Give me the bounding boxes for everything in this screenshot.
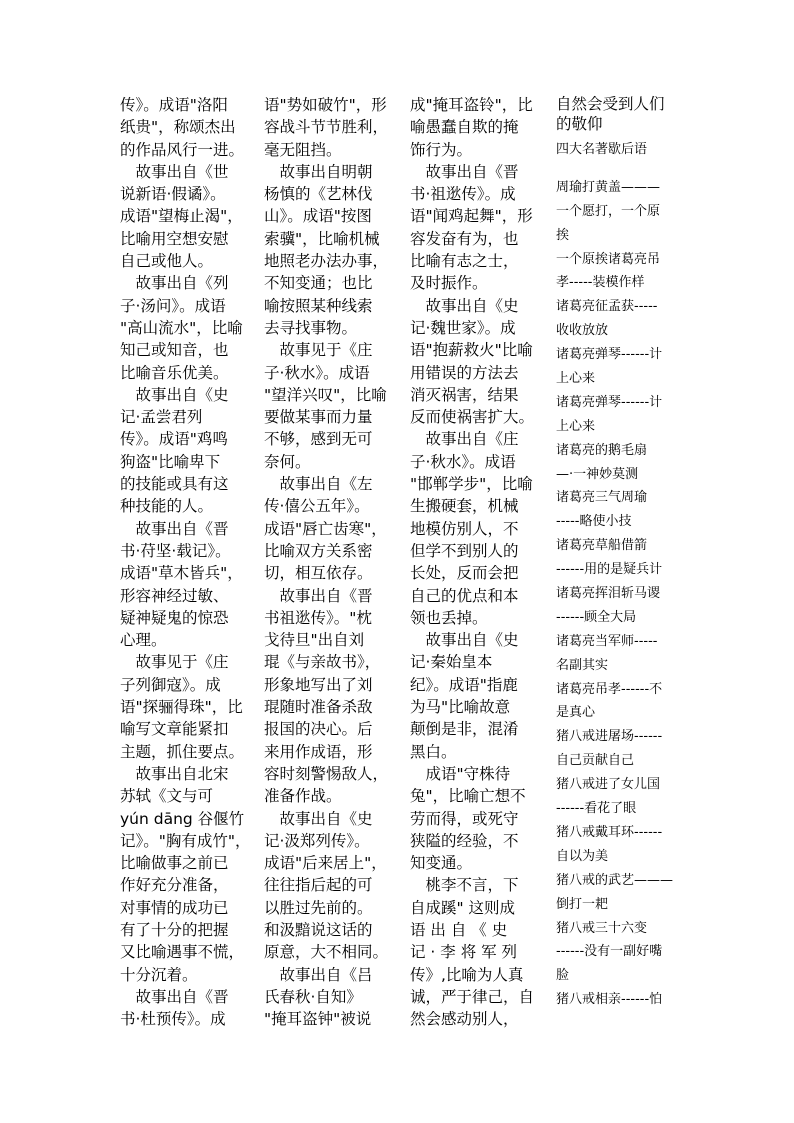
text-line: 山》。成语"按图	[264, 207, 372, 226]
text-line: 比喻音乐优美。	[120, 363, 229, 382]
text-line: 和汲黯说这话的	[264, 920, 373, 939]
xiehouyu-line: ------顾全大局	[556, 609, 637, 625]
text-line: 有了十分的把握	[120, 920, 229, 939]
text-line: "高山流水"，比喻	[120, 318, 243, 337]
text-line: 容时刻警惕敌人，	[264, 764, 389, 783]
xiehouyu-line: ------用的是疑兵计	[556, 562, 663, 578]
xiehouyu-line: 一个原挨诸葛亮吊	[556, 251, 661, 267]
text-line: 狗盗"比喻卑下	[120, 452, 221, 471]
text-line: 故事见于《庄	[120, 653, 229, 672]
spacer	[556, 162, 674, 176]
xiehouyu-line: 上心来	[556, 418, 596, 434]
xiehouyu-line: —·一神妙莫测	[556, 466, 639, 482]
text-line: 琨《与亲故书》，	[264, 653, 381, 672]
text-line: 不知变通；也比	[264, 274, 373, 293]
intro-line: 的敬仰	[556, 115, 603, 133]
xiehouyu-line: 诸葛亮吊孝------不	[556, 681, 663, 697]
text-line: 用错误的方法去	[410, 363, 519, 382]
text-line: 要做某事而力量	[264, 408, 373, 427]
text-line: "邯郸学步"，比喻	[410, 475, 533, 494]
text-line: 氏春秋·自知》	[264, 987, 362, 1006]
xiehouyu-line: 猪八戒戴耳环------	[556, 824, 663, 840]
text-line: 地模仿别人，不	[410, 519, 519, 538]
text-line: 为马"比喻故意	[410, 698, 511, 717]
text-line: 传》。成语"鸡鸣	[120, 430, 228, 449]
text-line: 书祖逖传》。"枕	[264, 608, 372, 627]
xiehouyu-line: 诸葛亮挥泪斩马谡	[556, 586, 661, 602]
text-line: 成语"望梅止渴"，	[120, 207, 243, 226]
text-line: 心理。	[120, 631, 167, 650]
text-line: 比喻有志之士，	[410, 252, 519, 271]
xiehouyu-line: 诸葛亮的鹅毛扇	[556, 442, 648, 458]
section-title: 四大名著歇后语	[556, 142, 648, 157]
text-line: 自己的优点和本	[410, 586, 519, 605]
text-line: 子列御寇》。成	[120, 675, 221, 694]
xiehouyu-line: ------看花了眼	[556, 801, 637, 817]
text-line: 故事出自《晋	[264, 586, 373, 605]
xiehouyu-line: 上心来	[556, 371, 596, 387]
text-line: 长处，反而会把	[410, 564, 519, 583]
text-line: 故事出自《庄	[410, 430, 519, 449]
text-line: 书·苻坚·载记》。	[120, 541, 231, 560]
text-line: 喻写文章能紧扣	[120, 720, 229, 739]
text-line: 自成蹊" 这则成	[410, 898, 516, 917]
text-line: 知变通。	[410, 854, 473, 873]
text-line: 故事出自《列	[120, 274, 229, 293]
text-line: 报国的决心。后	[264, 720, 373, 739]
text-column-1	[120, 94, 251, 1030]
text-line: 记·魏世家》。成	[410, 318, 516, 337]
xiehouyu-line: 猪八戒相亲------怕	[556, 992, 663, 1008]
text-line: 喻愚蠢自欺的掩	[410, 118, 519, 137]
xiehouyu-list	[556, 176, 674, 1012]
xiehouyu-line: 猪八戒进了女儿国	[556, 777, 661, 793]
text-line: 成语"守株待	[410, 764, 511, 783]
xiehouyu-line: 自以为美	[556, 848, 609, 864]
text-line: 语"闻鸡起舞"，形	[410, 207, 533, 226]
text-line: 书·祖逖传》。成	[410, 185, 516, 204]
text-line: 颠倒是非，混淆	[410, 720, 519, 739]
text-line: 故事出自《吕	[264, 965, 373, 984]
text-line: 黑白。	[410, 742, 457, 761]
text-line: 桃李不言，下	[410, 876, 519, 895]
text-line: 纪》。成语"指鹿	[410, 675, 518, 694]
text-line: 准备作战。	[264, 787, 342, 806]
text-line: 又比喻遇事不慌，	[120, 943, 245, 962]
text-line: 种技能的人。	[120, 497, 214, 516]
text-line: 的作品风行一进。	[120, 140, 245, 159]
text-line: 不够，感到无可	[264, 430, 373, 449]
text-line: 毫无阻挡。	[264, 140, 342, 159]
text-line: 去寻找事物。	[264, 318, 358, 337]
xiehouyu-line: 诸葛亮弹琴------计	[556, 394, 663, 410]
text-line: 故事出自《史	[410, 631, 519, 650]
text-column-3	[410, 94, 535, 1030]
xiehouyu-line: 孝-----装模作样	[556, 275, 645, 291]
text-line: 语 出 自 《 史	[410, 920, 508, 939]
xiehouyu-line: 倒打一耙	[556, 896, 609, 912]
text-line: 传》。成语"洛阳	[120, 96, 228, 114]
text-line: 诚，严于律己，自	[410, 987, 535, 1006]
text-line: 反而使祸害扩大。	[410, 408, 535, 427]
text-line: 子·汤问》。成语	[120, 296, 226, 315]
text-line: 记·孟尝君列	[120, 408, 203, 427]
text-line: 戈待旦"出自刘	[264, 631, 365, 650]
text-line: "望洋兴叹"，比喻	[264, 385, 387, 404]
xiehouyu-line: 猪八戒的武艺———	[556, 872, 674, 888]
text-line: 纸贵"，称颂杰出	[120, 118, 236, 137]
text-line: 故事见于《庄	[264, 341, 373, 360]
xiehouyu-line: 诸葛亮三气周瑜	[556, 490, 648, 506]
text-column-2	[264, 94, 389, 1030]
text-line: 琨随时准备杀敌	[264, 698, 373, 717]
text-line: 形容神经过敏、	[120, 586, 229, 605]
text-line: 十分沉着。	[120, 965, 198, 984]
text-line: 语"探骊得珠"，比	[120, 698, 243, 717]
xiehouyu-line: 诸葛亮征孟获-----	[556, 299, 658, 315]
text-line: yún dāng 谷偃竹	[120, 809, 245, 828]
text-line: 成语"后来居上"，	[264, 854, 387, 873]
xiehouyu-line: 收收放放	[556, 323, 609, 339]
text-line: "掩耳盗钟"被说	[264, 1010, 372, 1029]
text-line: 苏轼《文与可	[120, 787, 214, 806]
text-line: 语"势如破竹"，形	[264, 96, 387, 114]
intro-line: 自然会受到人们	[556, 95, 665, 113]
text-line: 往往指后起的可	[264, 876, 373, 895]
text-line: 领也丢掉。	[410, 608, 488, 627]
text-line: 故事出自《晋	[410, 162, 519, 181]
text-line: 故事出自《史	[410, 296, 519, 315]
text-line: 作好充分准备，	[120, 876, 229, 895]
text-line: 比喻双方关系密	[264, 541, 373, 560]
xiehouyu-line: 诸葛亮草船借箭	[556, 538, 648, 554]
text-line: 杨慎的《艺林伐	[264, 185, 373, 204]
text-line: 狭隘的经验，不	[410, 831, 519, 850]
text-line: 然会感动别人，	[410, 1010, 519, 1029]
text-line: 故事出自《晋	[120, 519, 229, 538]
text-column-4	[556, 94, 674, 1012]
xiehouyu-line: 名副其实	[556, 657, 609, 673]
text-line: 传·僖公五年》。	[264, 497, 370, 516]
text-line: 主题，抓住要点。	[120, 742, 245, 761]
text-line: 生搬硬套，机械	[410, 497, 519, 516]
text-line: 奈何。	[264, 452, 311, 471]
text-line: 原意，大不相同。	[264, 943, 389, 962]
text-line: 来用作成语，形	[264, 742, 373, 761]
xiehouyu-line: 猪八戒进屠场------	[556, 729, 663, 745]
xiehouyu-line: 挨	[556, 227, 570, 243]
text-line: 比喻做事之前已	[120, 854, 229, 873]
text-line: 子·秋水》。成语	[264, 363, 370, 382]
text-line: 切，相互依存。	[264, 564, 373, 583]
text-line: 成"掩耳盗铃"，比	[410, 96, 533, 114]
text-line: 形象地写出了刘	[264, 675, 373, 694]
text-line: 书·杜预传》。成	[120, 1010, 226, 1029]
text-line: 的技能或具有这	[120, 475, 229, 494]
text-line: 容发奋有为，也	[410, 229, 519, 248]
text-line: 故事出自《世	[120, 162, 229, 181]
xiehouyu-line: 是真心	[556, 705, 596, 721]
xiehouyu-line: -----略使小技	[556, 514, 632, 530]
text-line: 故事出自北宋	[120, 764, 229, 783]
text-line: 传》,比喻为人真	[410, 965, 524, 984]
xiehouyu-line: 脸	[556, 968, 570, 984]
text-line: 饰行为。	[410, 140, 473, 159]
text-line: 劳而得，或死守	[410, 809, 519, 828]
text-line: 记·秦始皇本	[410, 653, 493, 672]
xiehouyu-line: 诸葛亮弹琴------计	[556, 347, 663, 363]
text-line: 记》。"胸有成竹"，	[120, 831, 251, 850]
text-line: 喻按照某种线索	[264, 296, 373, 315]
text-line: 语"抱薪救火"比喻	[410, 341, 533, 360]
text-line: 成语"唇亡齿寒"，	[264, 519, 387, 538]
text-line: 但学不到别人的	[410, 541, 519, 560]
text-line: 故事出自《左	[264, 475, 373, 494]
text-line: 兔"，比喻亡想不	[410, 787, 526, 806]
xiehouyu-line: 一个愿打，一个原	[556, 203, 661, 219]
text-line: 及时振作。	[410, 274, 488, 293]
text-line: 记·汲郑列传》。	[264, 831, 370, 850]
xiehouyu-line: 猪八戒三十六变	[556, 920, 648, 936]
xiehouyu-line: 周瑜打黄盖———	[556, 179, 661, 195]
text-line: 故事出自明朝	[264, 162, 373, 181]
text-line: 容战斗节节胜利，	[264, 118, 389, 137]
text-line: 子·秋水》。成语	[410, 452, 516, 471]
text-line: 故事出自《史	[120, 385, 229, 404]
xiehouyu-line: 诸葛亮当军师-----	[556, 633, 658, 649]
text-line: 成语"草木皆兵"，	[120, 564, 243, 583]
xiehouyu-line: ------没有一副好嘴	[556, 944, 663, 960]
text-line: 记 · 李 将 军 列	[410, 943, 518, 962]
text-line: 消灭祸害，结果	[410, 385, 519, 404]
text-line: 故事出自《晋	[120, 987, 229, 1006]
xiehouyu-line: 自己贡献自己	[556, 753, 635, 769]
text-line: 索骥"，比喻机械	[264, 229, 380, 248]
text-line: 说新语·假谲》。	[120, 185, 226, 204]
text-line: 自己或他人。	[120, 252, 214, 271]
text-line: 地照老办法办事，	[264, 252, 389, 271]
text-line: 对事情的成功已	[120, 898, 229, 917]
text-line: 比喻用空想安慰	[120, 229, 229, 248]
text-line: 故事出自《史	[264, 809, 373, 828]
text-line: 疑神疑鬼的惊恐	[120, 608, 229, 627]
text-line: 知己或知音，也	[120, 341, 229, 360]
text-line: 以胜过先前的。	[264, 898, 373, 917]
